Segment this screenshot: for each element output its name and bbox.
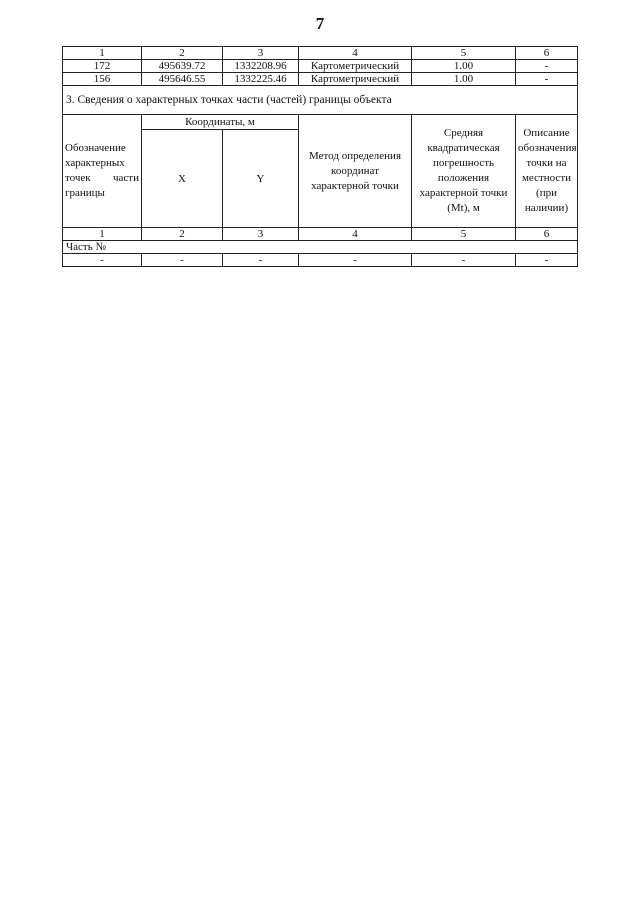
x-coordinate-cell: 495639.72: [142, 60, 223, 73]
header-label-line: точек части: [65, 172, 139, 184]
y-coordinate-cell: 1332208.96: [223, 60, 299, 73]
table-column-numbers-row: [63, 47, 578, 60]
column-number: 2: [142, 47, 223, 60]
header-label-line: Обозначение: [65, 142, 126, 154]
column-number: 4: [299, 228, 412, 241]
column-number: 3: [223, 47, 299, 60]
column-number: 2: [142, 228, 223, 241]
header-row-top: [63, 115, 578, 130]
part-row: [63, 241, 578, 254]
method-cell: Картометрический: [299, 73, 412, 86]
header-y: Y: [223, 130, 299, 228]
column-number: 6: [516, 228, 578, 241]
point-number-cell: 156: [63, 73, 142, 86]
table-column-numbers-row: [63, 228, 578, 241]
table-row: [63, 60, 578, 73]
header-method: Метод определения координат характерной точки: [299, 115, 412, 228]
y-coordinate-cell: 1332225.46: [223, 73, 299, 86]
table-row: [63, 73, 578, 86]
column-number: 3: [223, 228, 299, 241]
empty-cell: -: [142, 254, 223, 267]
x-coordinate-cell: 495646.55: [142, 73, 223, 86]
header-error: Средняя квадратическая погрешность положения характерной точки (Mt), м: [412, 115, 516, 228]
table-row: [63, 254, 578, 267]
column-number: 4: [299, 47, 412, 60]
empty-cell: -: [412, 254, 516, 267]
section-heading-row: [63, 86, 578, 115]
column-number: 5: [412, 47, 516, 60]
point-number-cell: 172: [63, 60, 142, 73]
description-cell: -: [516, 73, 578, 86]
header-label-line: характерных: [65, 157, 125, 169]
description-cell: -: [516, 60, 578, 73]
header-x: X: [142, 130, 223, 228]
column-number: 1: [63, 47, 142, 60]
column-number: 6: [516, 47, 578, 60]
column-number: 1: [63, 228, 142, 241]
empty-cell: -: [516, 254, 578, 267]
empty-cell: -: [63, 254, 142, 267]
section-3-title: 3. Сведения о характерных точках части (частей) границы объекта: [63, 86, 578, 115]
coordinates-table: [62, 46, 578, 267]
error-cell: 1.00: [412, 73, 516, 86]
method-cell: Картометрический: [299, 60, 412, 73]
error-cell: 1.00: [412, 60, 516, 73]
header-label-line: границы: [65, 187, 105, 199]
header-coordinates-group: Координаты, м: [142, 115, 299, 130]
page-number: 7: [315, 14, 325, 33]
header-point-designation: [63, 115, 142, 228]
column-number: 5: [412, 228, 516, 241]
empty-cell: -: [299, 254, 412, 267]
part-label: Часть №: [63, 241, 578, 254]
header-description: Описание обозначения точки на местности (при наличии): [516, 115, 578, 228]
empty-cell: -: [223, 254, 299, 267]
